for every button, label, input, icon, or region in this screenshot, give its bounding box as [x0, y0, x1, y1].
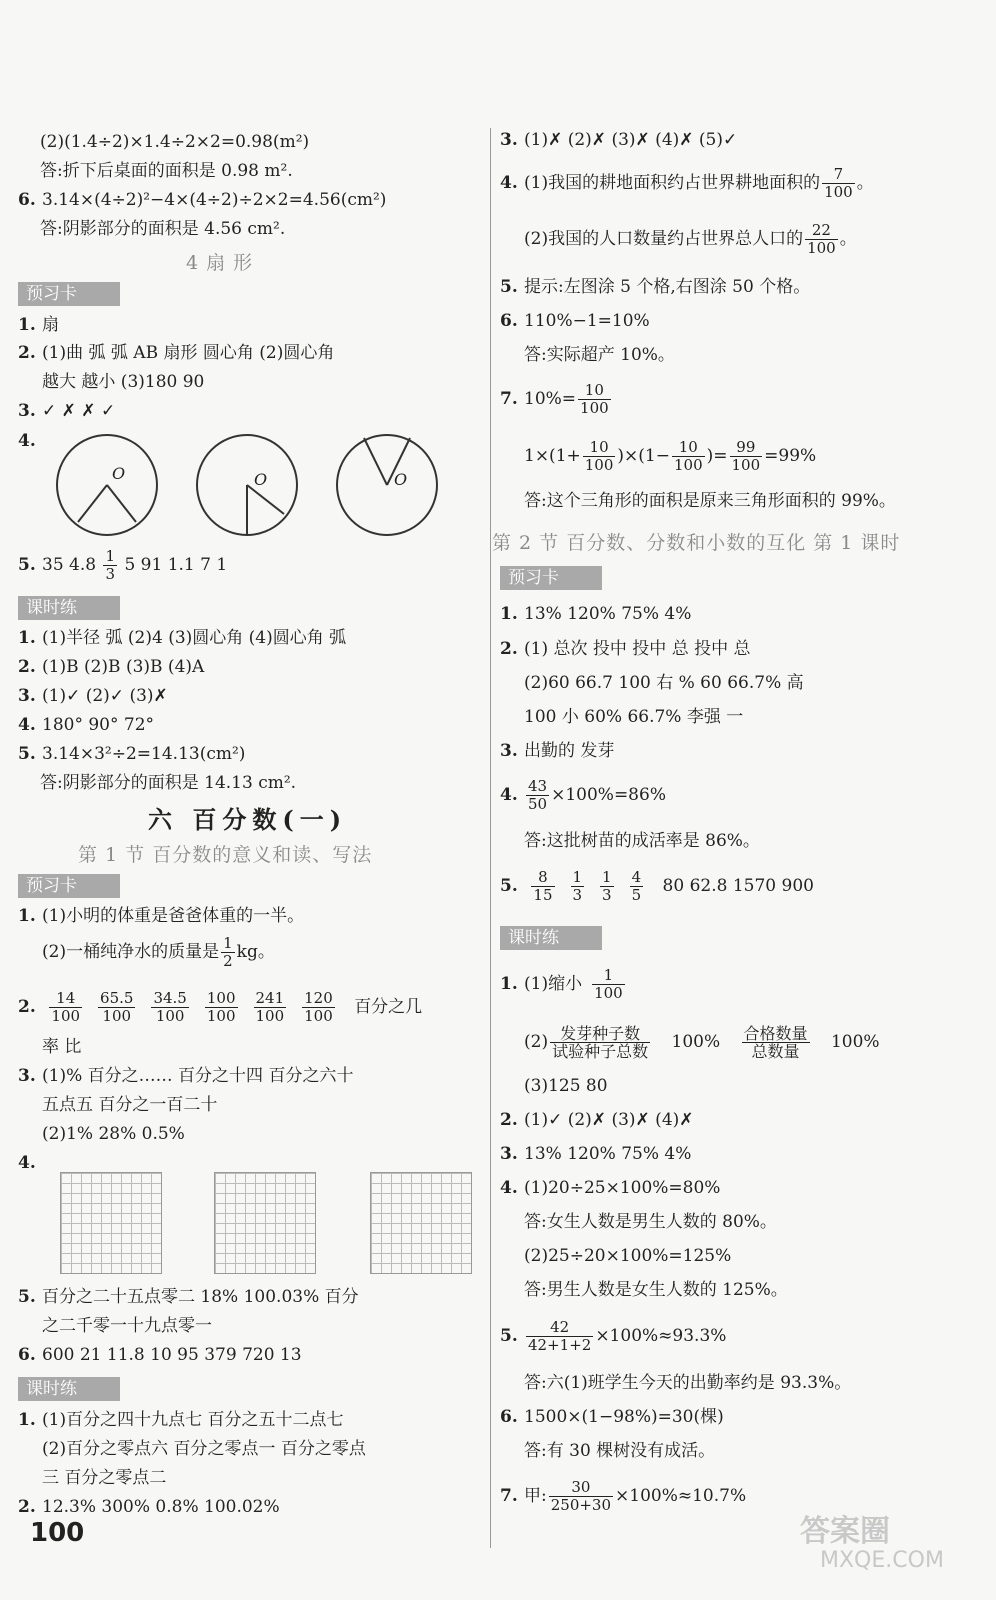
item-number: 2. [18, 997, 36, 1017]
item-text: 10%= [524, 389, 577, 409]
fraction: $\frac{30}{250+30}$ [550, 1478, 612, 1514]
item-number: 5. [18, 555, 36, 575]
item-number: 4. [500, 785, 518, 805]
fraction-list [529, 868, 657, 904]
answer-line: 三 百分之零点二 [42, 1468, 167, 1488]
fraction: $\frac{1}{2}$ [223, 934, 233, 970]
fraction: $\frac{4}{5}$ [631, 868, 642, 904]
answer-line: (2)1% 28% 0.5% [42, 1124, 185, 1144]
answer-item [500, 1316, 726, 1356]
fraction: $\frac{100}{100}$ [206, 989, 236, 1025]
hundred-grid-1 [60, 1172, 162, 1274]
answer-item [500, 638, 751, 660]
answer-line: 答:女生人数是男生人数的 80%。 [524, 1212, 777, 1232]
item-text: 12.3% 300% 0.8% 100.02% [42, 1497, 280, 1517]
item-number: 1. [18, 628, 36, 648]
answer-item [500, 603, 691, 625]
answer-line: 答:这个三角形的面积是原来三角形面积的 99%。 [524, 491, 896, 511]
center-label: O [112, 464, 126, 483]
item-text: (1)半径 弧 (2)4 (3)圆心角 (4)圆心角 弧 [42, 628, 347, 648]
item-text: 600 21 11.8 10 95 379 720 13 [42, 1345, 302, 1365]
answer-line: (2)60 66.7 100 右 % 60 66.7% 高 [524, 673, 804, 693]
answer-line: 100 小 60% 66.7% 李强 一 [524, 707, 744, 727]
answer-item [500, 1143, 691, 1165]
fraction: $\frac{14}{100}$ [51, 989, 81, 1025]
watermark-logo: 答案圈 [800, 1514, 890, 1549]
item-text: 180° 90° 72° [42, 715, 155, 735]
item-number: 5. [500, 1326, 518, 1346]
center-label: O [394, 470, 408, 489]
answer-item [18, 1496, 280, 1518]
item-number: 2. [500, 1110, 518, 1130]
answer-item [500, 1109, 694, 1131]
page-number: 100 [30, 1518, 85, 1548]
answer-item-6 [18, 189, 386, 211]
item-number: 1. [500, 974, 518, 994]
answer-item [18, 1344, 302, 1366]
answer-item [18, 1409, 343, 1431]
item-text: 3.14×(4÷2)²−4×(4÷2)÷2×2=4.56(cm²) [42, 190, 387, 210]
item-text: 。 [856, 173, 874, 193]
answer-item-fractions [500, 866, 814, 906]
item-text: 百分之二十五点零二 18% 100.03% 百分 [42, 1287, 359, 1307]
fraction: $\frac{99}{100}$ [731, 438, 761, 474]
answer-item [500, 1476, 746, 1516]
item-number: 7. [500, 389, 518, 409]
item-text: ✓ ✗ ✗ ✓ [42, 401, 116, 421]
item-number: 1. [18, 315, 36, 335]
fraction: $\frac{10}{100}$ [673, 438, 703, 474]
section-title-sector: 4 扇 形 [186, 252, 254, 274]
item-number: 6. [500, 1407, 518, 1427]
answer-line: (2)(1.4÷2)×1.4÷2×2=0.98(m²) [40, 132, 310, 152]
item-number: 3. [18, 1066, 36, 1086]
fraction: $\frac{34.5}{100}$ [153, 989, 187, 1025]
item-number: 6. [500, 311, 518, 331]
item-text: (1)✓ (2)✗ (3)✗ (4)✗ [524, 1110, 694, 1130]
answer-line: 率 比 [42, 1037, 82, 1057]
item-text: 1500×(1−98%)=30(棵) [524, 1407, 724, 1427]
answer-line: 答:六(1)班学生今天的出勤率约是 93.3%。 [524, 1373, 852, 1393]
item-number: 5. [18, 744, 36, 764]
item-text: (1)小明的体重是爸爸体重的一半。 [42, 906, 305, 926]
item-number: 3. [500, 741, 518, 761]
sector-lines [336, 434, 438, 536]
column-divider [490, 128, 491, 1548]
fraction: $\frac{22}{100}$ [807, 221, 836, 257]
fraction: $\frac{1}{3}$ [105, 547, 116, 583]
item-text: 甲: [524, 1486, 547, 1506]
answer-item [18, 656, 204, 678]
answer-item [18, 743, 245, 765]
answer-item [500, 164, 874, 202]
item-number: 7. [500, 1486, 518, 1506]
answer-line-formula: 1×(1+ $\frac{10}{100}$ )×(1− $\frac{10}{100}$ )= $\frac{99}{100}$ =99% [524, 438, 817, 474]
item-number: 2. [18, 657, 36, 677]
item-number: 1. [18, 1410, 36, 1430]
item-text: (2)一桶纯净水的质量是 [42, 942, 220, 962]
preview-card-tag: 预习卡 [18, 874, 120, 898]
watermark-url: MXQE.COM [820, 1548, 944, 1573]
answer-line: 答:有 30 棵树没有成活。 [524, 1441, 716, 1461]
sector-figure-2 [196, 434, 306, 544]
answer-item [500, 964, 627, 1004]
item-text: ×100%≈93.3% [595, 1326, 727, 1346]
answer-item [18, 400, 115, 422]
item-number: 1. [18, 906, 36, 926]
item-text: 80 62.8 1570 900 [662, 876, 814, 896]
item-text: 35 4.8 [42, 555, 97, 575]
fraction: $\frac{43}{50}$ [528, 777, 548, 813]
answer-line: 越大 越小 (3)180 90 [42, 372, 205, 392]
answer-item [18, 430, 42, 452]
hundred-grid-2 [214, 1172, 316, 1274]
item-number: 5. [18, 1287, 36, 1307]
fraction: $\frac{65.5}{100}$ [100, 989, 134, 1025]
answer-line: 答:阴影部分的面积是 4.56 cm². [40, 219, 286, 239]
answer-line: 之二千零一十九点零一 [42, 1316, 212, 1336]
section-title: 第 2 节 百分数、分数和小数的互化 第 1 课时 [492, 532, 901, 554]
answer-item [500, 276, 810, 298]
fraction: $\frac{\text{合格数量}}{\text{总数量}}$ [743, 1024, 808, 1061]
fraction: $\frac{10}{100}$ [580, 381, 609, 417]
center-label: O [254, 470, 268, 489]
answer-line: (2)百分之零点六 百分之零点一 百分之零点 [42, 1439, 366, 1459]
item-number: 4. [18, 431, 36, 451]
item-text: (1)百分之四十九点七 百分之五十二点七 [42, 1410, 344, 1430]
answer-item [500, 776, 666, 814]
practice-tag: 课时练 [18, 596, 120, 620]
fraction-list [47, 989, 348, 1025]
fraction: $\frac{42}{42+1+2}$ [528, 1318, 592, 1354]
answer-item [18, 1286, 359, 1308]
item-number: 4. [500, 173, 518, 193]
item-text: (1)% 百分之…… 百分之十四 百分之六十 [42, 1066, 354, 1086]
preview-card-tag: 预习卡 [18, 282, 120, 306]
answer-line [524, 220, 857, 258]
answer-line: 答:实际超产 10%。 [524, 345, 675, 365]
answer-item [18, 1152, 42, 1174]
answer-item-fractions [18, 988, 422, 1026]
item-text: ×100%=86% [551, 785, 666, 805]
answer-line: 答:这批树苗的成活率是 86%。 [524, 831, 760, 851]
item-text: (2)我国的人口数量约占世界总人口的 [524, 229, 804, 249]
fraction: $\frac{\text{发芽种子数}}{\text{试验种子总数}}$ [552, 1024, 649, 1061]
answer-item [18, 627, 346, 649]
answer-line-formula: (2) $\frac{\text{发芽种子数}}{\text{试验种子总数}}$ 100% $\frac{\text{合格数量}}{\text{总数量}}$ 100% [524, 1024, 880, 1061]
item-text: 百分之几 [354, 997, 423, 1017]
item-text: (1)20÷25×100%=80% [524, 1178, 721, 1198]
item-number: 2. [500, 639, 518, 659]
preview-card-tag: 预习卡 [500, 566, 602, 590]
answer-line: 五点五 百分之一百二十 [42, 1095, 218, 1115]
item-number: 6. [18, 190, 36, 210]
item-number: 4. [18, 715, 36, 735]
item-text: ×100%≈10.7% [615, 1486, 747, 1506]
item-text: 扇 [42, 315, 59, 335]
item-number: 6. [18, 1345, 36, 1365]
item-number: 4. [500, 1178, 518, 1198]
item-text: 3.14×3²÷2=14.13(cm²) [42, 744, 246, 764]
item-text: kg。 [236, 942, 275, 962]
answer-line [42, 934, 275, 970]
item-number: 3. [18, 401, 36, 421]
answer-item [500, 1177, 720, 1199]
item-number: 3. [500, 1144, 518, 1164]
item-text: (1)✓ (2)✓ (3)✗ [42, 686, 168, 706]
answer-line: 答:男生人数是女生人数的 125%。 [524, 1280, 788, 1300]
item-text: 。 [839, 229, 857, 249]
sector-lines [196, 434, 298, 536]
item-text: (1)B (2)B (3)B (4)A [42, 657, 205, 677]
practice-tag: 课时练 [500, 926, 602, 950]
fraction: $\frac{1}{3}$ [572, 868, 583, 904]
item-number: 1. [500, 604, 518, 624]
answer-item [500, 129, 737, 151]
item-number: 3. [18, 686, 36, 706]
answer-line: 答:阴影部分的面积是 14.13 cm². [40, 773, 297, 793]
fraction: $\frac{10}{100}$ [584, 438, 614, 474]
answer-item [500, 740, 614, 762]
practice-tag: 课时练 [18, 1377, 120, 1401]
fraction: $\frac{120}{100}$ [304, 989, 333, 1025]
answer-line: 答:折下后桌面的面积是 0.98 m². [40, 161, 293, 181]
answer-item [18, 314, 59, 336]
fraction: $\frac{1}{3}$ [602, 868, 612, 904]
item-number: 2. [18, 1497, 36, 1517]
answer-item [18, 714, 154, 736]
item-text: (1)缩小 [524, 974, 583, 994]
fraction: $\frac{1}{100}$ [594, 966, 623, 1002]
item-number: 5. [500, 277, 518, 297]
sector-figure-1 [56, 434, 166, 544]
item-number: 2. [18, 343, 36, 363]
item-text: (1)我国的耕地面积约占世界耕地面积的 [524, 173, 821, 193]
answer-item [18, 685, 168, 707]
answer-item [18, 548, 227, 583]
item-number: 5. [500, 876, 518, 896]
item-text: 5 91 1.1 7 1 [124, 555, 228, 575]
fraction: $\frac{241}{100}$ [255, 989, 285, 1025]
item-text: (1)曲 弧 弧 AB 扇形 圆心角 (2)圆心角 [42, 343, 335, 363]
answer-line: (3)125 80 [524, 1076, 608, 1096]
fraction: $\frac{8}{15}$ [533, 868, 553, 904]
section-title: 第 1 节 百分数的意义和读、写法 [78, 844, 373, 866]
sector-figure-3 [336, 434, 446, 544]
item-text: (1)✗ (2)✗ (3)✗ (4)✗ (5)✓ [524, 130, 738, 150]
answer-line: (2)25÷20×100%=125% [524, 1246, 732, 1266]
sector-lines [56, 434, 158, 536]
item-text: (1) 总次 投中 投中 总 投中 总 [524, 639, 751, 659]
item-number: 4. [18, 1153, 36, 1173]
item-text: 13% 120% 75% 4% [524, 604, 692, 624]
item-text: 13% 120% 75% 4% [524, 1144, 692, 1164]
item-text: 提示:左图涂 5 个格,右图涂 50 个格。 [524, 277, 811, 297]
item-number: 3. [500, 130, 518, 150]
chapter-title: 六 百分数(一) [148, 805, 348, 834]
answer-item [18, 1065, 353, 1087]
answer-item [18, 905, 304, 927]
item-text: 出勤的 发芽 [524, 741, 615, 761]
answer-item [500, 380, 613, 418]
hundred-grid-3 [370, 1172, 472, 1274]
answer-item [500, 1406, 724, 1428]
fraction: $\frac{7}{100}$ [824, 165, 853, 201]
item-text: 110%−1=10% [524, 311, 650, 331]
answer-item [500, 310, 650, 332]
answer-item [18, 342, 334, 364]
